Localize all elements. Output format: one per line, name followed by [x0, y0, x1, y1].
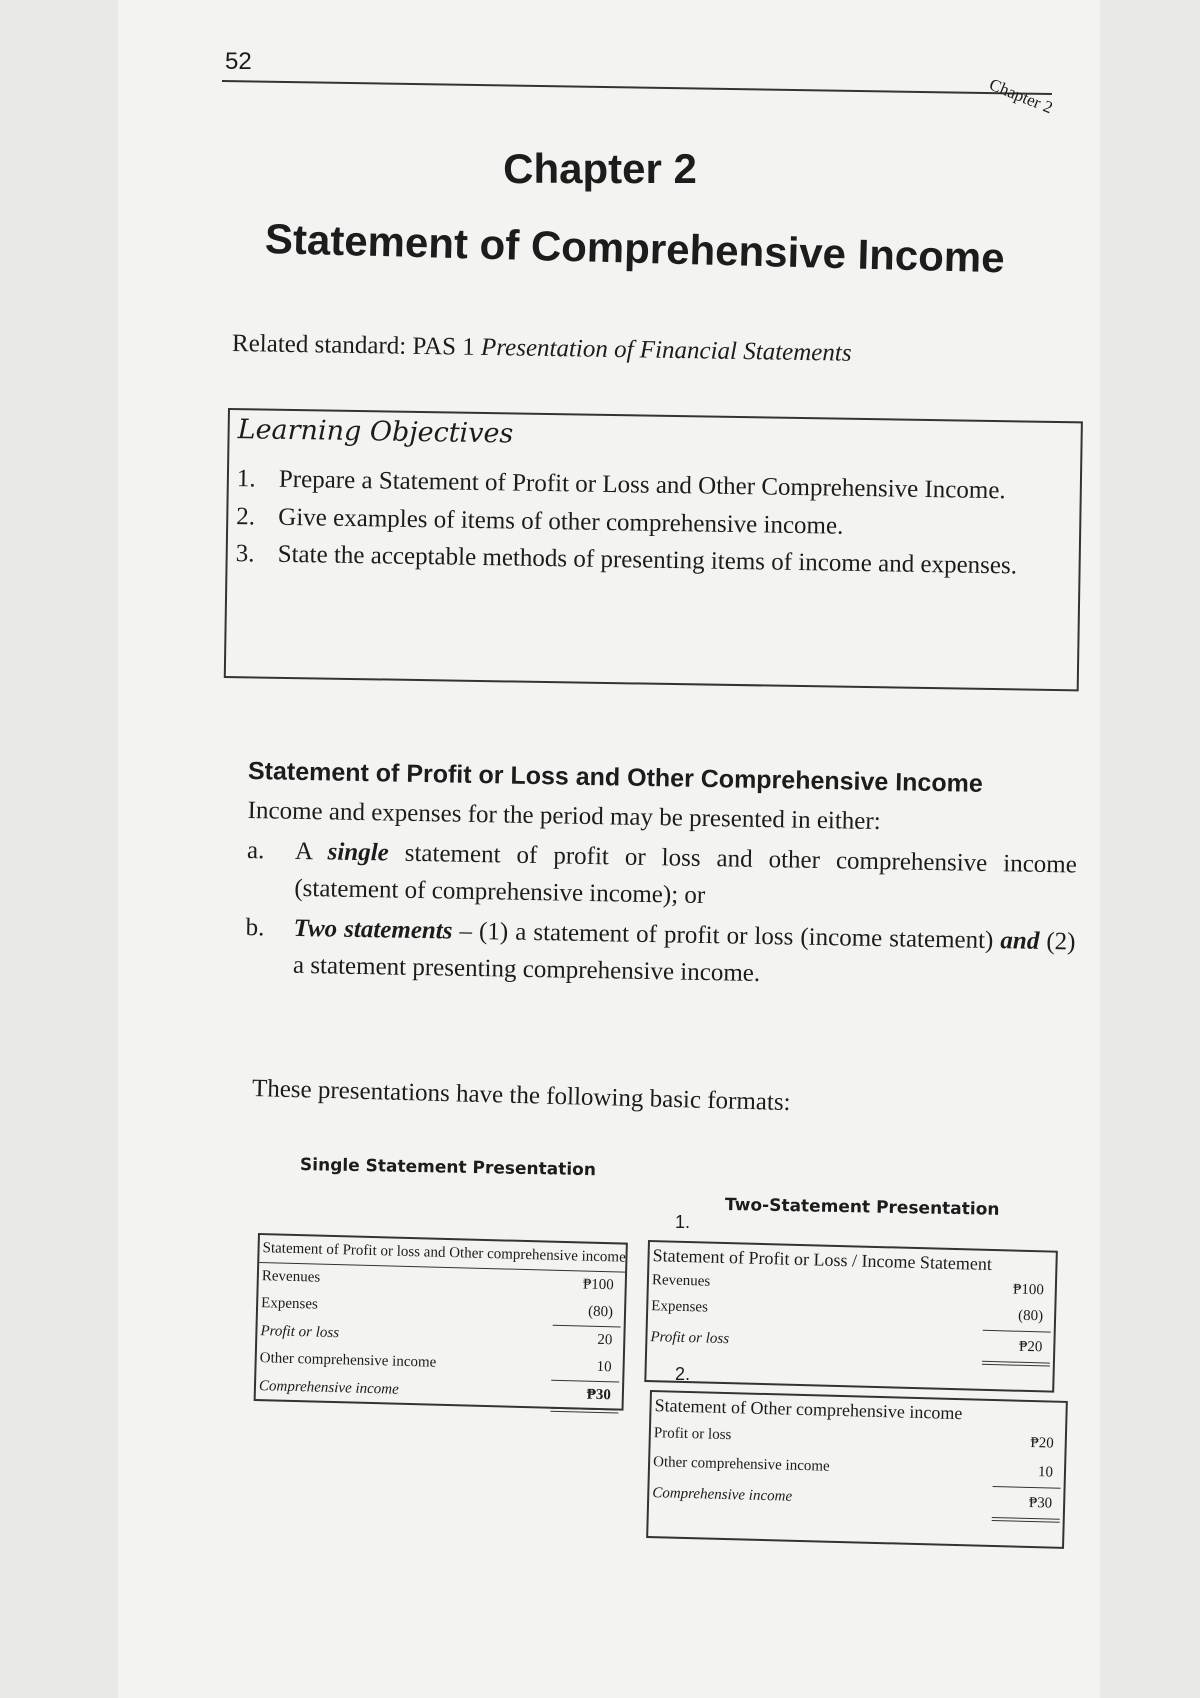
row-label: Revenues	[261, 1268, 321, 1286]
row-amount: ₱20	[1030, 1434, 1054, 1452]
objective-number: 2.	[236, 502, 256, 530]
learning-objectives-list	[235, 460, 1067, 586]
other-comprehensive-income-table	[646, 1390, 1068, 1549]
statement-number: 1.	[675, 1212, 691, 1232]
formats-intro: These presentations have the following basic formats:	[251, 1075, 791, 1117]
option-middle: – (1) a statement of profit or loss (income statement)	[452, 917, 1001, 954]
row-amount: ₱20	[982, 1331, 1051, 1367]
related-standard-name: Presentation of Financial Statements	[480, 333, 852, 367]
row-label: Comprehensive income	[258, 1378, 399, 1398]
objective-text: State the acceptable methods of presenting items of income and expenses.	[277, 540, 1018, 580]
row-label: Profit or loss	[260, 1323, 340, 1342]
row-label: Other comprehensive income	[259, 1350, 437, 1371]
chapter-title: Statement of Comprehensive Income	[264, 215, 1006, 282]
section-body	[245, 792, 1078, 998]
row-amount: (80)	[553, 1298, 622, 1328]
option-lead: A	[294, 837, 328, 865]
row-label: Other comprehensive income	[652, 1454, 830, 1475]
row-amount: ₱100	[582, 1276, 614, 1294]
option-a	[246, 831, 1077, 920]
option-letter: b.	[245, 913, 265, 941]
chapter-number: Chapter 2	[503, 145, 697, 192]
row-amount: ₱100	[1012, 1281, 1045, 1299]
row-label: Profit or loss	[650, 1329, 730, 1348]
page-number: 52	[225, 48, 252, 75]
row-label: Profit or loss	[653, 1425, 732, 1444]
option-text	[293, 909, 1076, 998]
row-amount: ₱30	[550, 1381, 619, 1414]
option-emphasis: and	[1000, 926, 1040, 955]
objective-number: 3.	[235, 540, 255, 568]
row-label: Revenues	[651, 1272, 711, 1290]
option-text	[294, 832, 1077, 921]
option-rest: (2) a statement presenting comprehensive income.	[292, 927, 1076, 987]
section-intro: Income and expenses for the period may be presented in either:	[247, 796, 881, 836]
objective-text: Prepare a Statement of Profit or Loss and Other Comprehensive Income.	[278, 465, 1006, 505]
option-emphasis: Two statements	[293, 914, 453, 945]
single-statement-caption: Single Statement Presentation	[299, 1155, 597, 1181]
option-emphasis: single	[327, 837, 389, 866]
statement-header: Statement of Profit or loss and Other comprehensive income	[259, 1235, 626, 1273]
row-amount: ₱30	[992, 1487, 1061, 1523]
statement-header: Statement of Profit or Loss / Income Statement	[652, 1245, 993, 1275]
learning-objectives-title: Learning Objectives	[237, 414, 514, 450]
option-b	[245, 908, 1076, 997]
row-amount: (80)	[983, 1300, 1052, 1333]
single-statement-table	[254, 1233, 628, 1411]
row-amount: 10	[551, 1353, 620, 1383]
statement-header: Statement of Other comprehensive income	[654, 1395, 963, 1424]
row-label: Comprehensive income	[652, 1485, 793, 1505]
objective-text: Give examples of items of other comprehensive income.	[278, 503, 844, 540]
statement-number: 2.	[675, 1364, 691, 1384]
section-heading: Statement of Profit or Loss and Other Comprehensive Income	[247, 757, 984, 798]
income-statement-table	[644, 1240, 1058, 1393]
running-head: Chapter 2	[986, 74, 1056, 118]
two-statement-caption: Two-Statement Presentation	[724, 1195, 1000, 1220]
row-amount: 20	[597, 1331, 613, 1349]
objective-number: 1.	[236, 465, 256, 493]
row-label: Expenses	[260, 1295, 319, 1313]
related-label: Related standard: PAS 1	[231, 330, 482, 361]
row-amount: 10	[993, 1456, 1062, 1489]
row-label: Expenses	[651, 1298, 709, 1316]
option-letter: a.	[246, 836, 265, 864]
option-rest: statement of profit or loss and other comprehensive income (statement of comprehensive income); or	[294, 838, 1078, 909]
learning-objectives-box	[224, 408, 1083, 691]
